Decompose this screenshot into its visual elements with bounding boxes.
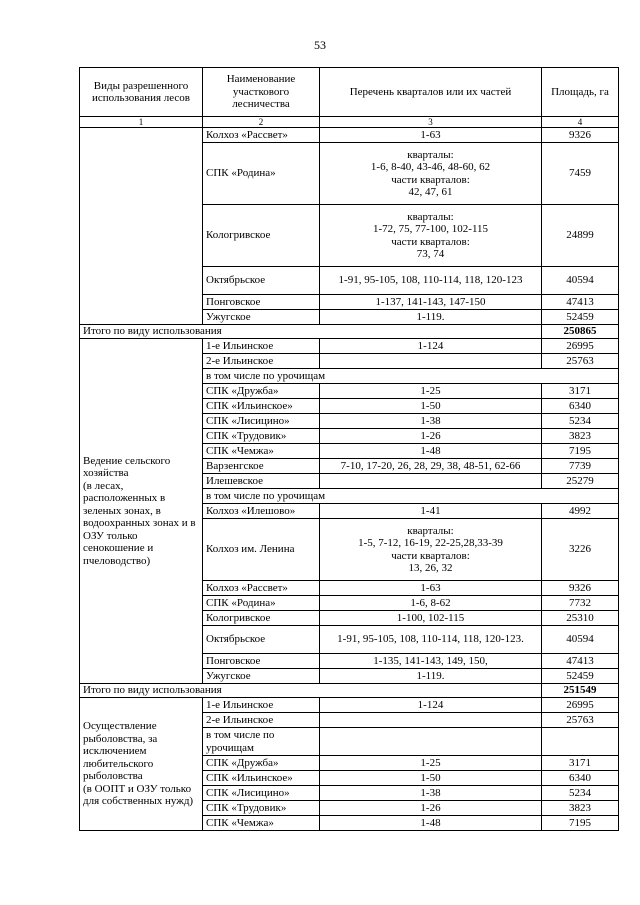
column-index: 3 xyxy=(320,117,542,128)
area-cell: 47413 xyxy=(542,295,619,310)
quarters-cell: 1-91, 95-105, 108, 110-114, 118, 120-123. xyxy=(320,626,542,654)
forestry-name: Илешевское xyxy=(203,474,320,489)
forestry-name: СПК «Родина» xyxy=(203,596,320,611)
area-cell: 5234 xyxy=(542,414,619,429)
forestry-name: 1-е Ильинское xyxy=(203,339,320,354)
area-cell: 7459 xyxy=(542,143,619,205)
subgroup-label: в том числе по урочищам xyxy=(203,369,619,384)
forestry-name: Понговское xyxy=(203,295,320,310)
area-cell: 25310 xyxy=(542,611,619,626)
quarters-cell: 1-124 xyxy=(320,339,542,354)
forestry-name: Октябрьское xyxy=(203,267,320,295)
quarters-cell: 1-50 xyxy=(320,399,542,414)
forestry-name: 1-е Ильинское xyxy=(203,698,320,713)
quarters-cell: 1-26 xyxy=(320,801,542,816)
forestry-name: Кологривское xyxy=(203,205,320,267)
forestry-name: СПК «Ильинское» xyxy=(203,399,320,414)
area-cell xyxy=(542,728,619,756)
column-index: 1 xyxy=(80,117,203,128)
area-cell: 7732 xyxy=(542,596,619,611)
quarters-cell: 1-135, 141-143, 149, 150, xyxy=(320,654,542,669)
area-cell: 3823 xyxy=(542,429,619,444)
area-cell: 26995 xyxy=(542,698,619,713)
forestry-name: Понговское xyxy=(203,654,320,669)
forestry-name: Колхоз им. Ленина xyxy=(203,519,320,581)
quarters-cell: 1-119. xyxy=(320,669,542,684)
forestry-name: Колхоз «Илешово» xyxy=(203,504,320,519)
forestry-name: СПК «Дружба» xyxy=(203,384,320,399)
total-row xyxy=(80,684,619,698)
forestry-name: СПК «Трудовик» xyxy=(203,801,320,816)
quarters-cell: 1-25 xyxy=(320,384,542,399)
forestry-name: Колхоз «Рассвет» xyxy=(203,128,320,143)
area-cell: 9326 xyxy=(542,128,619,143)
quarters-cell: кварталы: 1-72, 75, 77-100, 102-115 части кварталов: 73, 74 xyxy=(320,205,542,267)
quarters-cell xyxy=(320,728,542,756)
column-index-row xyxy=(80,117,619,128)
forestry-name: 2-е Ильинское xyxy=(203,713,320,728)
area-cell: 3226 xyxy=(542,519,619,581)
header-quarters: Перечень кварталов или их частей xyxy=(320,68,542,117)
quarters-cell: кварталы: 1-5, 7-12, 16-19, 22-25,28,33-39 части кварталов: 13, 26, 32 xyxy=(320,519,542,581)
quarters-cell: кварталы: 1-6, 8-40, 43-46, 48-60, 62 части кварталов: 42, 47, 61 xyxy=(320,143,542,205)
area-cell: 7739 xyxy=(542,459,619,474)
area-cell: 52459 xyxy=(542,310,619,325)
table-row xyxy=(80,128,619,143)
forestry-name: в том числе по урочищам xyxy=(203,728,320,756)
table-body xyxy=(80,128,619,831)
forestry-name: СПК «Лисицино» xyxy=(203,414,320,429)
page-number: 53 xyxy=(314,38,326,52)
column-index: 4 xyxy=(542,117,619,128)
use-type-cell xyxy=(80,128,203,325)
area-cell: 25279 xyxy=(542,474,619,489)
area-cell: 40594 xyxy=(542,626,619,654)
quarters-cell: 1-6, 8-62 xyxy=(320,596,542,611)
quarters-cell: 1-26 xyxy=(320,429,542,444)
area-cell: 3171 xyxy=(542,384,619,399)
quarters-cell xyxy=(320,713,542,728)
quarters-cell: 1-48 xyxy=(320,816,542,831)
header-area: Площадь, га xyxy=(542,68,619,117)
quarters-cell: 7-10, 17-20, 26, 28, 29, 38, 48-51, 62-66 xyxy=(320,459,542,474)
area-cell: 5234 xyxy=(542,786,619,801)
forestry-name: 2-е Ильинское xyxy=(203,354,320,369)
forestry-name: СПК «Чемжа» xyxy=(203,444,320,459)
forestry-name: Октябрьское xyxy=(203,626,320,654)
quarters-cell: 1-100, 102-115 xyxy=(320,611,542,626)
header-forestry: Наименование участкового лесничества xyxy=(203,68,320,117)
quarters-cell: 1-48 xyxy=(320,444,542,459)
table-row xyxy=(80,339,619,354)
use-type-cell: Ведение сельского хозяйства (в лесах, расположенных в зеленых зонах, в водоохранных зонах и в ОЗУ только сенокошение и пчеловодство) xyxy=(80,339,203,684)
area-cell: 6340 xyxy=(542,771,619,786)
total-value: 250865 xyxy=(542,325,619,339)
quarters-cell: 1-63 xyxy=(320,581,542,596)
area-cell: 40594 xyxy=(542,267,619,295)
quarters-cell: 1-63 xyxy=(320,128,542,143)
total-value: 251549 xyxy=(542,684,619,698)
quarters-cell: 1-25 xyxy=(320,756,542,771)
forestry-name: СПК «Ильинское» xyxy=(203,771,320,786)
table-row xyxy=(80,698,619,713)
area-cell: 24899 xyxy=(542,205,619,267)
forestry-name: Варзенгское xyxy=(203,459,320,474)
use-type-cell: Осуществление рыболовства, за исключением любительского рыболовства (в ООПТ и ОЗУ только для собственных нужд) xyxy=(80,698,203,831)
area-cell: 9326 xyxy=(542,581,619,596)
quarters-cell xyxy=(320,474,542,489)
total-label: Итого по виду использования xyxy=(80,325,542,339)
quarters-cell: 1-41 xyxy=(320,504,542,519)
area-cell: 7195 xyxy=(542,816,619,831)
quarters-cell: 1-38 xyxy=(320,786,542,801)
quarters-cell: 1-119. xyxy=(320,310,542,325)
forestry-name: Ужугское xyxy=(203,669,320,684)
area-cell: 4992 xyxy=(542,504,619,519)
quarters-cell: 1-124 xyxy=(320,698,542,713)
subgroup-label: в том числе по урочищам xyxy=(203,489,619,504)
area-cell: 25763 xyxy=(542,713,619,728)
forestry-name: СПК «Родина» xyxy=(203,143,320,205)
forestry-name: СПК «Чемжа» xyxy=(203,816,320,831)
quarters-cell xyxy=(320,354,542,369)
area-cell: 52459 xyxy=(542,669,619,684)
area-cell: 26995 xyxy=(542,339,619,354)
quarters-cell: 1-137, 141-143, 147-150 xyxy=(320,295,542,310)
forestry-name: СПК «Лисицино» xyxy=(203,786,320,801)
forestry-name: Ужугское xyxy=(203,310,320,325)
quarters-cell: 1-50 xyxy=(320,771,542,786)
forestry-name: СПК «Дружба» xyxy=(203,756,320,771)
forestry-name: Кологривское xyxy=(203,611,320,626)
area-cell: 7195 xyxy=(542,444,619,459)
column-index: 2 xyxy=(203,117,320,128)
quarters-cell: 1-38 xyxy=(320,414,542,429)
header-row xyxy=(80,68,619,117)
area-cell: 47413 xyxy=(542,654,619,669)
forest-use-table xyxy=(79,67,619,831)
forestry-name: СПК «Трудовик» xyxy=(203,429,320,444)
total-label: Итого по виду использования xyxy=(80,684,542,698)
area-cell: 6340 xyxy=(542,399,619,414)
area-cell: 3171 xyxy=(542,756,619,771)
quarters-cell: 1-91, 95-105, 108, 110-114, 118, 120-123 xyxy=(320,267,542,295)
area-cell: 25763 xyxy=(542,354,619,369)
total-row xyxy=(80,325,619,339)
forestry-name: Колхоз «Рассвет» xyxy=(203,581,320,596)
header-use-type: Виды разрешенного использования лесов xyxy=(80,68,203,117)
area-cell: 3823 xyxy=(542,801,619,816)
